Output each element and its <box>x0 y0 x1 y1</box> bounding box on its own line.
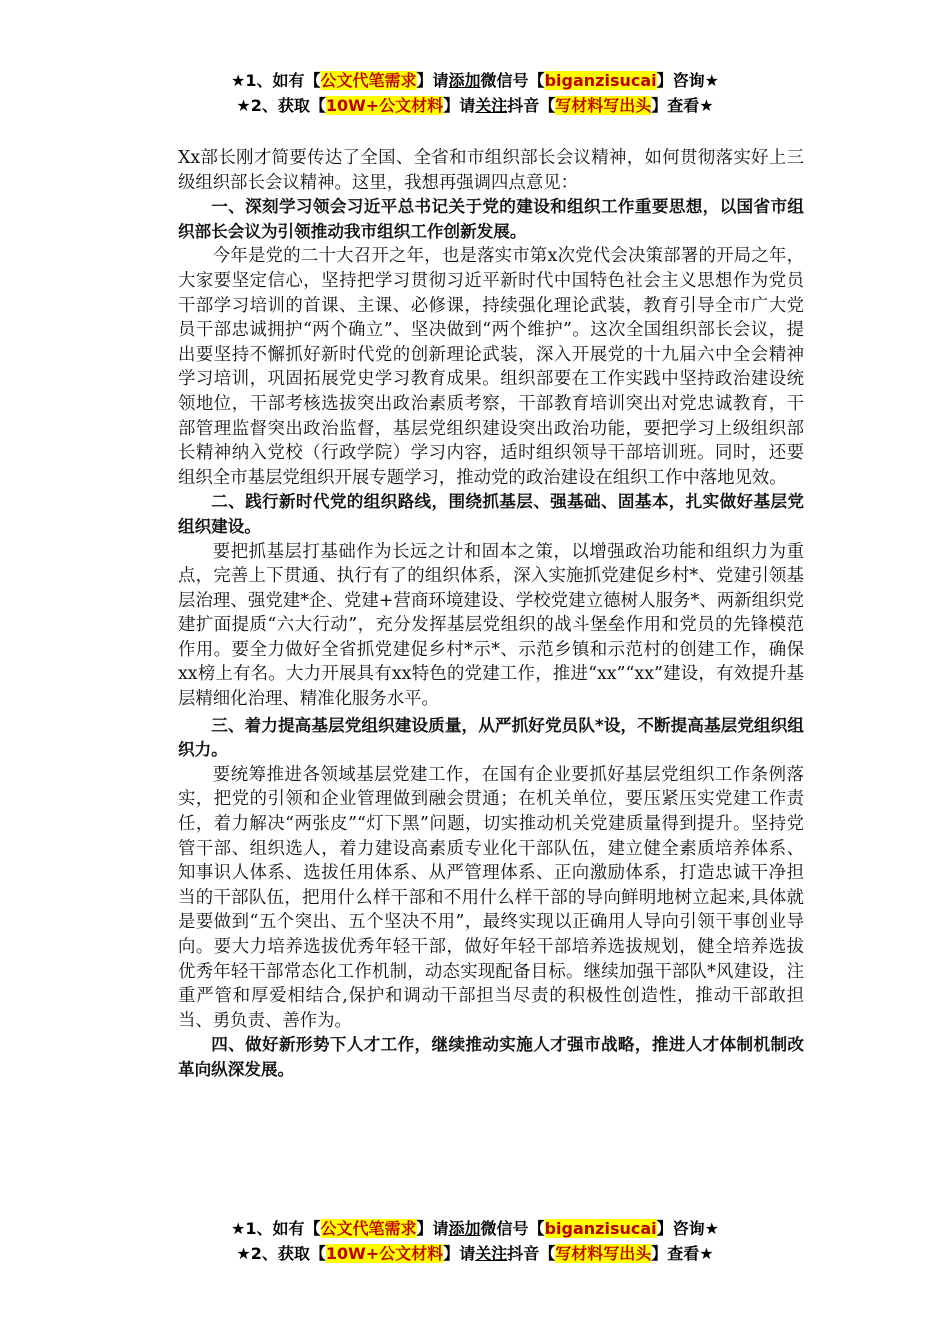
highlight-materials: 10W+公文材料 <box>325 96 444 115</box>
banner-text: 】请 <box>443 96 476 115</box>
highlight-service: 公文代笔需求 <box>320 1219 417 1238</box>
highlight-wechat-id: biganzisucai <box>544 71 657 90</box>
underlined-text: 添加 <box>448 1219 481 1238</box>
banner-text: 】请 <box>416 1219 449 1238</box>
banner-text: 抖音【 <box>507 96 556 115</box>
banner-line-2 <box>0 93 950 118</box>
section-heading-1: 一、深刻学习领会习近平总书记关于党的建设和组织工作重要思想，以国省市组织部长会议为引领推动我市组织工作创新发展。 <box>178 197 804 241</box>
section-paragraph-3: 要统筹推进各领域基层党建工作，在国有企业要抓好基层党组织工作条例落实，把党的引领和企业管理做到融会贯通；在机关单位，要压紧压实党建工作责任，着力解决“两张皮”“灯下黑”问题，切实推动机关党建质量得到提升。坚持党管干部、组织选人，着力建设高素质专业化干部队伍，建立健全素质培养体系、知事识人体系、选拔任用体系、从严管理体系、正向激励体系，打造忠诚干净担当的干部队伍，把用什么样干部和不用什么样干部的导向鲜明地树立起来,具体就是要做到“五个突出、五个坚决不用”，最终实现以正确用人导向引领干事创业导向。要大力培养选拔优秀年轻干部，做好年轻干部培养选拔规划，健全培养选拔优秀年轻干部常态化工作机制，动态实现配备目标。继续加强干部队*风建设，注重严管和厚爱相结合,保护和调动干部担当尽责的积极性创造性，推动干部敢担当、勇负责、善作为。 <box>178 764 804 1031</box>
banner-text: 】咨询★ <box>656 71 719 90</box>
underlined-text: 关注 <box>475 1244 508 1263</box>
banner-text: ★1、如有【 <box>231 1219 321 1238</box>
banner-text: 】请 <box>416 71 449 90</box>
highlight-wechat-id: biganzisucai <box>544 1219 657 1238</box>
underlined-text: 添加 <box>448 71 481 90</box>
intro-paragraph: Xx部长刚才简要传达了全国、全省和市组织部长会议精神，如何贯彻落实好上三级组织部长会议精神。这里，我想再强调四点意见： <box>178 148 804 193</box>
header-banner <box>0 68 950 118</box>
banner-text: 】查看★ <box>651 96 714 115</box>
highlight-douyin-account: 写材料写出头 <box>555 96 652 115</box>
section-paragraph-1: 今年是党的二十大召开之年，也是落实市第x次党代会决策部署的开局之年，大家要坚定信心，坚持把学习贯彻习近平新时代中国特色社会主义思想作为党员干部学习培训的首课、主课、必修课，持续强化理论武装，教育引导全市广大党员干部忠诚拥护“两个确立”、坚决做到“两个维护”。这次全国组织部长会议，提出要坚持不懈抓好新时代党的创新理论武装，深入开展党的十九届六中全会精神学习培训，巩固拓展党史学习教育成果。组织部要在工作实践中坚持政治建设统领地位，干部考核选拔突出政治素质考察，干部教育培训突出对党忠诚教育，干部管理监督突出政治监督，基层党组织建设突出政治功能，要把学习上级组织部长精神纳入党校（行政学院）学习内容，适时组织领导干部培训班。同时，还要组织全市基层党组织开展专题学习，推动党的政治建设在组织工作中落地见效。 <box>178 246 804 488</box>
banner-line-2 <box>0 1241 950 1266</box>
underlined-text: 关注 <box>475 96 508 115</box>
section-paragraph-2: 要把抓基层打基础作为长远之计和固本之策，以增强政治功能和组织力为重点，完善上下贯通、执行有了的组织体系，深入实施抓党建促乡村*、党建引领基层治理、强党建*企、党建+营商环境建设、学校党建立德树人服务*、两新组织党建扩面提质“六大行动”，充分发挥基层党组织的战斗堡垒作用和党员的先锋模范作用。要全力做好全省抓党建促乡村*示*、示范乡镇和示范村的创建工作，确保xx榜上有名。大力开展具有xx特色的党建工作，推进“xx”“xx”建设，有效提升基层精细化治理、精准化服务水平。 <box>178 541 804 710</box>
highlight-douyin-account: 写材料写出头 <box>555 1244 652 1263</box>
section-heading-3: 三、着力提高基层党组织建设质量，从严抓好党员队*设，不断提高基层党组织组织力。 <box>178 715 804 760</box>
highlight-service: 公文代笔需求 <box>320 71 417 90</box>
banner-text: ★2、获取【 <box>236 96 326 115</box>
banner-line-1 <box>0 68 950 93</box>
banner-text: ★1、如有【 <box>231 71 321 90</box>
banner-line-1 <box>0 1216 950 1241</box>
banner-text: 】查看★ <box>651 1244 714 1263</box>
banner-text: 】请 <box>443 1244 476 1263</box>
footer-banner <box>0 1216 950 1266</box>
document-body <box>178 146 804 1083</box>
section-heading-4: 四、做好新形势下人才工作，继续推动实施人才强市战略，推进人才体制机制改革向纵深发展。 <box>178 1035 804 1079</box>
banner-text: 微信号【 <box>480 71 545 90</box>
section-heading-2: 二、践行新时代党的组织路线，围绕抓基层、强基础、固基本，扎实做好基层党组织建设。 <box>178 492 804 536</box>
highlight-materials: 10W+公文材料 <box>325 1244 444 1263</box>
banner-text: 】咨询★ <box>656 1219 719 1238</box>
banner-text: 抖音【 <box>507 1244 556 1263</box>
banner-text: 微信号【 <box>480 1219 545 1238</box>
banner-text: ★2、获取【 <box>236 1244 326 1263</box>
